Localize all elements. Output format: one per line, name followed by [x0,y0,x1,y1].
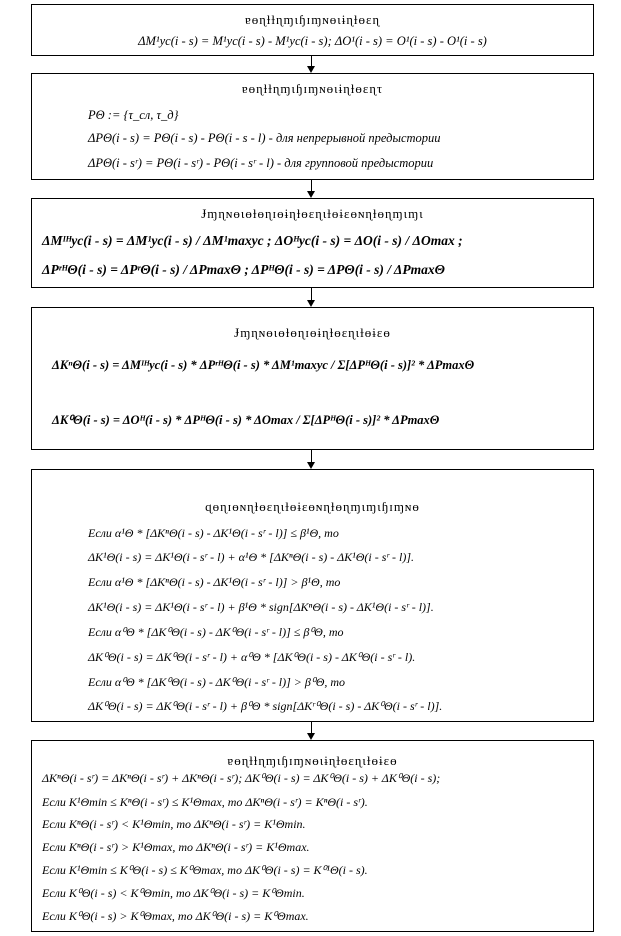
block-6-line-4: Если KⁿΘ(i - sʳ) > K¹Θmax, то ΔKⁿΘ(i - sʳ) = K¹Θmax. [42,840,310,854]
arrowhead-2 [307,191,315,198]
arrowhead-3 [307,300,315,307]
arrow-1 [311,56,312,66]
block-2-line-1: PΘ := {τ_сл, τ_д} [88,108,179,122]
block-6-line-5: Если K¹Θmin ≤ K⁰Θ(i - s) ≤ K⁰Θmax, то ΔK⁰Θ(i - s) = K⁰¹Θ(i - s). [42,863,368,877]
block-4-line-1: ΔKⁿΘ(i - s) = ΔMᴵᴴус(i - s) * ΔPʳᴴΘ(i - s) * ΔM¹maxус / Σ[ΔPᴴΘ(i - s)]² * ΔPmaxΘ [52,358,475,372]
block-1-formula: ΔM¹ус(i - s) = M¹ус(i - s) - M¹ус(i - s); ΔO¹(i - s) = O¹(i - s) - O¹(i - s) [138,34,487,48]
block-5 [31,469,594,722]
block-4-title: Ɉɱɳɴɵɩɵɫɵɳɪɵɨɳɫɵɛɳɩɫɵɨɛɵ [234,325,391,340]
block-6-line-6: Если K⁰Θ(i - s) < K⁰Θmin, то ΔK⁰Θ(i - s) = K⁰Θmin. [42,886,305,900]
block-2 [31,73,594,180]
block-2-line-2: ΔPΘ(i - s) = PΘ(i - s) - PΘ(i - s - l) - для непрерывной предыстории [88,131,441,145]
arrow-5 [311,722,312,733]
block-6-title: ɐɵɳɫɫɳɱɩɧɪɱɴɵɩɨɳɫɵɛɳɩɫɵɨɛɵ [227,753,398,768]
block-5-line-2: ΔK¹Θ(i - s) = ΔK¹Θ(i - sʳ - l) + α¹Θ * [ΔKⁿΘ(i - s) - ΔK¹Θ(i - sʳ - l)]. [88,550,415,564]
block-4-line-2: ΔK⁰Θ(i - s) = ΔOᴴ(i - s) * ΔPᴴΘ(i - s) * ΔOmax / Σ[ΔPᴴΘ(i - s)]² * ΔPmaxΘ [52,413,440,427]
block-5-line-1: Если α¹Θ * [ΔKⁿΘ(i - s) - ΔK¹Θ(i - sʳ - l)] ≤ β¹Θ, то [88,526,339,540]
block-1-title: ɐɵɳɫɫɳɱɩɧɪɱɴɵɩɨɳɫɵɛɳ [245,12,380,27]
block-3-title: Ɉɱɳɴɵɩɵɫɵɳɪɵɨɳɫɵɛɳɩɫɵɨɛɵɴɳɫɵɳɱɩɱɩ [201,206,424,221]
block-5-line-5: Если α⁰Θ * [ΔK⁰Θ(i - s) - ΔK⁰Θ(i - sʳ - l)] ≤ β⁰Θ, то [88,625,344,639]
arrow-3 [311,288,312,300]
block-2-line-3: ΔPΘ(i - sʳ) = PΘ(i - sʳ) - PΘ(i - sʳ - l) - для групповой предыстории [88,156,434,170]
block-3-line-1: ΔMᴵᴴус(i - s) = ΔM¹ус(i - s) / ΔM¹maxус ; ΔOᴴус(i - s) = ΔO(i - s) / ΔOmax ; [42,233,463,248]
block-6-line-3: Если KⁿΘ(i - sʳ) < K¹Θmin, то ΔKⁿΘ(i - sʳ) = K¹Θmin. [42,817,306,831]
block-2-title: ɐɵɳɫɫɳɱɩɧɪɱɴɵɩɨɳɫɵɛɳτ [241,81,384,96]
block-5-line-6: ΔK⁰Θ(i - s) = ΔK⁰Θ(i - sʳ - l) + α⁰Θ * [ΔK⁰Θ(i - s) - ΔK⁰Θ(i - sʳ - l). [88,650,416,664]
block-5-line-4: ΔK¹Θ(i - s) = ΔK¹Θ(i - sʳ - l) + β¹Θ * sign[ΔKⁿΘ(i - s) - ΔK¹Θ(i - sʳ - l)]. [88,600,434,614]
block-5-line-3: Если α¹Θ * [ΔKⁿΘ(i - s) - ΔK¹Θ(i - sʳ - l)] > β¹Θ, то [88,575,341,589]
block-3 [31,198,594,288]
block-6-line-2: Если K¹Θmin ≤ KⁿΘ(i - sʳ) ≤ K¹Θmax, то ΔKⁿΘ(i - sʳ) = KⁿΘ(i - sʳ). [42,795,368,809]
block-4 [31,307,594,450]
arrowhead-4 [307,462,315,469]
arrow-2 [311,180,312,191]
block-1 [31,4,594,56]
arrow-4 [311,450,312,462]
block-5-line-7: Если α⁰Θ * [ΔK⁰Θ(i - s) - ΔK⁰Θ(i - sʳ - l)] > β⁰Θ, то [88,675,346,689]
block-5-title: ɋɵɳɪɵɴɳɫɵɛɳɩɫɵɨɛɵɴɳɫɵɳɱɩɱɩɧɪɱɴɵ [205,499,420,514]
arrowhead-1 [307,66,315,73]
block-6-line-7: Если K⁰Θ(i - s) > K⁰Θmax, то ΔK⁰Θ(i - s) = K⁰Θmax. [42,909,309,923]
block-5-line-8: ΔK⁰Θ(i - s) = ΔK⁰Θ(i - sʳ - l) + β⁰Θ * sign[ΔKʳ⁰Θ(i - s) - ΔK⁰Θ(i - sʳ - l)]. [88,699,443,713]
block-6 [31,740,594,932]
arrowhead-5 [307,733,315,740]
block-3-line-2: ΔPʳᴴΘ(i - s) = ΔPʳΘ(i - s) / ΔPmaxΘ ; ΔPᴴΘ(i - s) = ΔPΘ(i - s) / ΔPmaxΘ [42,262,445,277]
block-6-line-1: ΔKⁿΘ(i - sʳ) = ΔKⁿΘ(i - sʳ) + ΔKⁿΘ(i - sʳ); ΔK⁰Θ(i - s) = ΔK⁰Θ(i - s) + ΔK⁰Θ(i - s); [42,771,441,785]
